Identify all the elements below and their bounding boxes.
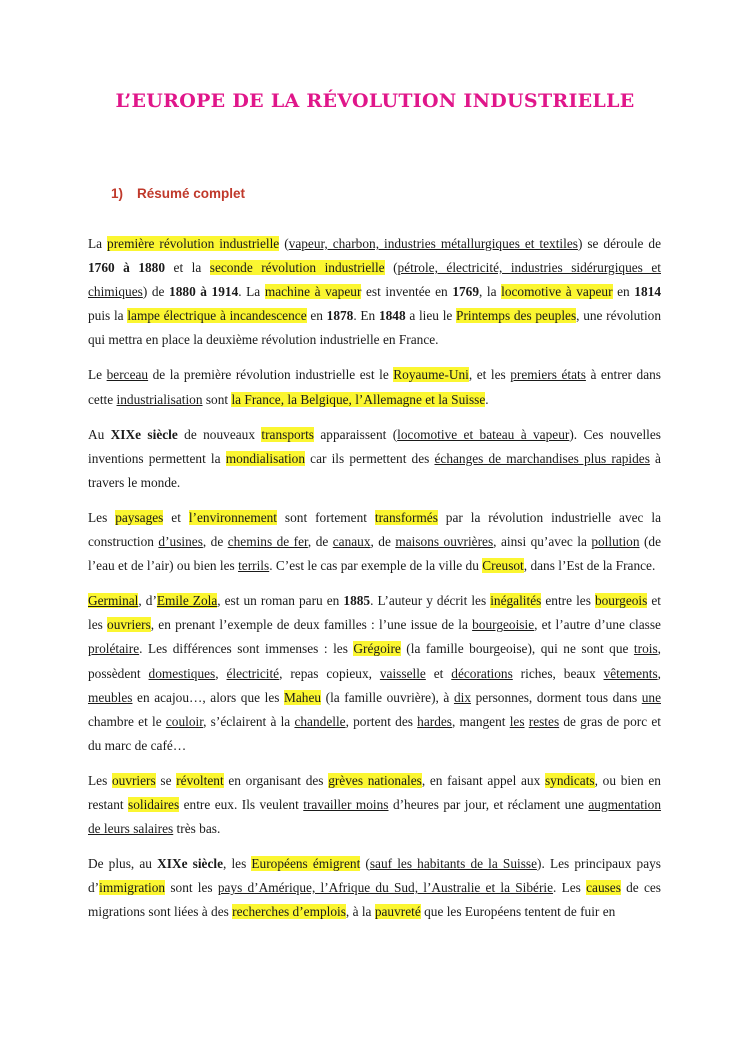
text-run: La [88, 236, 108, 251]
underlined-text: dix [453, 689, 471, 705]
highlighted-text: ouvriers [107, 617, 151, 633]
paragraph-7 [88, 852, 661, 924]
text-run: . [485, 391, 489, 407]
highlighted-text: causes [586, 880, 621, 896]
bold-text: 1769 [452, 284, 479, 300]
highlighted-text: pauvreté [374, 904, 421, 920]
text-run: de ces migrations sont liées à des [88, 880, 661, 920]
highlighted-text: Grégoire [353, 641, 401, 657]
highlighted-text: bourgeois [594, 593, 648, 609]
text-run: ). Les principaux pays d’ [88, 856, 661, 896]
text-run: , d’ [138, 593, 157, 609]
highlighted-text: machine à vapeur [264, 284, 362, 300]
highlighted-text: Maheu [284, 689, 322, 705]
text-run: Au [88, 426, 111, 442]
bold-text: 1848 [378, 308, 406, 324]
bold-text: 1760 à 1880 [88, 260, 166, 276]
underlined-text: premiers états [510, 367, 586, 383]
highlighted-text: première révolution industrielle [107, 236, 280, 251]
underlined-text: chandelle [294, 713, 346, 729]
text-run: . Les différences sont immenses : les [139, 641, 354, 657]
page-title: L’EUROPE DE LA RÉVOLUTION INDUSTRIELLE [115, 90, 635, 112]
text-run: sont les [165, 880, 218, 896]
text-run: à travers le monde. [88, 450, 661, 490]
body-text [88, 232, 661, 935]
text-run: Les [88, 509, 116, 525]
highlighted-text: immigration [99, 880, 166, 896]
text-run: que les Européens tentent de fuir en [420, 904, 616, 920]
text-run: . La [238, 284, 265, 300]
text-run: en [306, 308, 327, 324]
highlighted-text: inégalités [490, 593, 542, 609]
text-run: , ainsi qu’avec la [493, 534, 592, 550]
paragraph-4 [88, 506, 661, 578]
text-run: et les [88, 593, 661, 633]
text-run: Le [88, 367, 107, 383]
bold-text: 1885 [343, 593, 371, 609]
underlined-text: vapeur, charbon, industries métallurgiques et textiles [288, 236, 578, 251]
underlined-text: restes [528, 713, 560, 729]
text-run: apparaissent ( [314, 426, 398, 442]
text-run: , la [479, 284, 502, 300]
text-run: par la révolution industrielle avec la construction [88, 509, 662, 550]
text-run: personnes, dorment tous dans [471, 689, 642, 705]
bold-text: 1814 [634, 284, 661, 300]
highlighted-text: lampe électrique à incandescence [127, 308, 307, 324]
text-run: et [163, 509, 189, 525]
text-run: (de l’eau et de l’air) ou bien les [88, 534, 661, 574]
underlined-text: locomotive et bateau à vapeur [397, 426, 570, 442]
highlighted-text: paysages [115, 509, 164, 525]
text-run: . C’est le cas par exemple de la ville du [269, 558, 483, 574]
underlined-text: sauf les habitants de la Suisse [369, 856, 538, 872]
underlined-text: décorations [451, 665, 513, 681]
paragraph-1 [88, 232, 661, 352]
text-run: , une révolution qui mettra en place la deuxième révolution industrielle en France. [88, 308, 662, 348]
text-run: ( [360, 856, 370, 872]
text-run: sont fortement [277, 509, 375, 525]
highlighted-text: la France, la Belgique, l’Allemagne et la Suisse [231, 391, 486, 407]
underlined-text: trois [633, 641, 658, 657]
bold-text: 1880 à 1914 [169, 284, 239, 300]
text-run: de la première révolution industrielle est le [148, 367, 394, 383]
paragraph-5 [88, 589, 661, 758]
highlighted-text: seconde révolution industrielle [209, 260, 385, 276]
underlined-text: meubles [88, 689, 133, 705]
text-run: ) de [142, 284, 170, 300]
paragraph-3 [88, 423, 661, 495]
underlined-text: couloir [165, 713, 204, 729]
text-run: , de [202, 534, 228, 550]
text-run: se [155, 772, 177, 788]
underlined-text: d’usines [158, 534, 203, 550]
highlighted-text: locomotive à vapeur [501, 284, 613, 300]
highlighted-text: Royaume-Uni [393, 367, 469, 383]
text-run: (la famille bourgeoise), qui ne sont que [400, 641, 634, 657]
text-run: , en faisant appel aux [421, 772, 545, 788]
text-run: , les [223, 856, 252, 872]
highlighted-text: Européens émigrent [251, 856, 361, 872]
underlined-text: hardes [417, 713, 452, 729]
text-run: , [215, 665, 227, 681]
text-run: , est un roman paru en [217, 593, 344, 609]
text-run: ). Ces nouvelles inventions permettent la [88, 426, 661, 466]
highlighted-text: Printemps des peuples [456, 308, 577, 324]
underlined-text: maisons ouvrières [395, 534, 494, 550]
text-run: en acajou…, alors que les [132, 689, 284, 705]
highlighted-text: syndicats [544, 772, 595, 788]
highlighted-text: solidaires [128, 796, 180, 812]
highlighted-text: mondialisation [225, 450, 306, 466]
text-run: , ou bien en restant [88, 772, 661, 812]
text-run: . En [353, 308, 379, 324]
text-run: . Les [553, 880, 587, 896]
text-run: de nouveaux [177, 426, 262, 442]
text-run: chambre et le [88, 713, 166, 729]
text-run: , et l’autre d’une classe [534, 617, 661, 633]
text-run: puis la [88, 308, 128, 324]
underlined-text: électricité [226, 665, 280, 681]
highlighted-text: ouvriers [111, 772, 156, 788]
section-label: Résumé complet [137, 186, 246, 201]
text-run: Les [88, 772, 112, 788]
underlined-text: pays d’Amérique, l’Afrique du Sud, l’Australie et la Sibérie [217, 880, 554, 896]
text-run: de gras de porc et du marc de café… [88, 713, 661, 753]
text-run: , et les [468, 367, 511, 383]
text-run: d’heures par jour, et réclament une [388, 796, 589, 812]
section-heading [111, 186, 245, 201]
section-number: 1) [111, 186, 124, 201]
text-run: en [612, 284, 635, 300]
text-run: , portent des [345, 713, 418, 729]
text-run: ( [279, 236, 289, 251]
text-run: en organisant des [223, 772, 329, 788]
paragraph-6 [88, 769, 661, 841]
text-run: entre les [541, 593, 595, 609]
text-run: a lieu le [405, 308, 457, 324]
underlined-text: industrialisation [116, 391, 203, 407]
underlined-text: une [641, 689, 661, 705]
text-run: , s’éclairent à la [203, 713, 295, 729]
underlined-text: vaisselle [379, 665, 426, 681]
underlined-text: prolétaire [88, 641, 140, 657]
highlighted-text: transformés [374, 509, 438, 525]
underlined-text: canaux [332, 534, 371, 550]
text-run: et [425, 665, 452, 681]
text-run: . L’auteur y décrit les [370, 593, 491, 609]
underlined-text: les [509, 713, 525, 729]
text-run: (la famille ouvrière), à [321, 689, 454, 705]
text-run: , de [370, 534, 396, 550]
bold-text: XIXe siècle [157, 856, 223, 872]
text-run: à entrer dans cette [88, 367, 661, 407]
underlined-text: pétrole, électricité, industries sidérurgiques et chimiques [88, 260, 661, 300]
highlighted-text: l’environnement [188, 509, 278, 525]
text-run: car ils permettent des [305, 450, 435, 466]
text-run: , possèdent [88, 641, 661, 681]
underlined-text: chemins de fer [227, 534, 308, 550]
underlined-text: terrils [238, 558, 270, 574]
text-run: , de [307, 534, 333, 550]
highlighted-text: recherches d’emplois [232, 904, 346, 920]
underlined-text: bourgeoisie [472, 617, 535, 633]
text-run: , à la [345, 904, 375, 920]
text-run: , mangent [451, 713, 510, 729]
underlined-text: échanges de marchandises plus rapides [434, 450, 650, 466]
highlighted-text: transports [261, 426, 315, 442]
highlighted-text: révoltent [176, 772, 224, 788]
text-run: ( [384, 260, 398, 276]
highlighted-text: grèves nationales [328, 772, 422, 788]
text-run: entre eux. Ils veulent [179, 796, 304, 812]
text-run: , en prenant l’exemple de deux familles : l’une issue de la [150, 617, 473, 633]
paragraph-2 [88, 363, 661, 411]
underlined-text: domestiques [148, 665, 216, 681]
text-run: , [657, 665, 661, 681]
text-run: sont [202, 391, 232, 407]
text-run: et la [165, 260, 210, 276]
text-run: , dans l’Est de la France. [523, 558, 656, 574]
text-run: riches, beaux [512, 665, 604, 681]
underlined-text: vêtements [603, 665, 658, 681]
text-run: ) se déroule de [577, 236, 661, 251]
bold-text: XIXe siècle [110, 426, 178, 442]
highlighted-text: Germinal [88, 593, 139, 609]
text-run: très bas. [173, 821, 221, 837]
text-run: De plus, au [88, 856, 158, 872]
underlined-text: augmentation de leurs salaires [88, 796, 662, 837]
underlined-text: travailler moins [303, 796, 389, 812]
bold-text: 1878 [326, 308, 354, 324]
underlined-text: berceau [106, 367, 149, 383]
text-run: , repas copieux, [279, 665, 380, 681]
underlined-text: pollution [591, 534, 640, 550]
text-run: est inventée en [361, 284, 453, 300]
highlighted-text: Creusot [482, 558, 524, 574]
highlighted-text: Emile Zola [156, 593, 218, 609]
